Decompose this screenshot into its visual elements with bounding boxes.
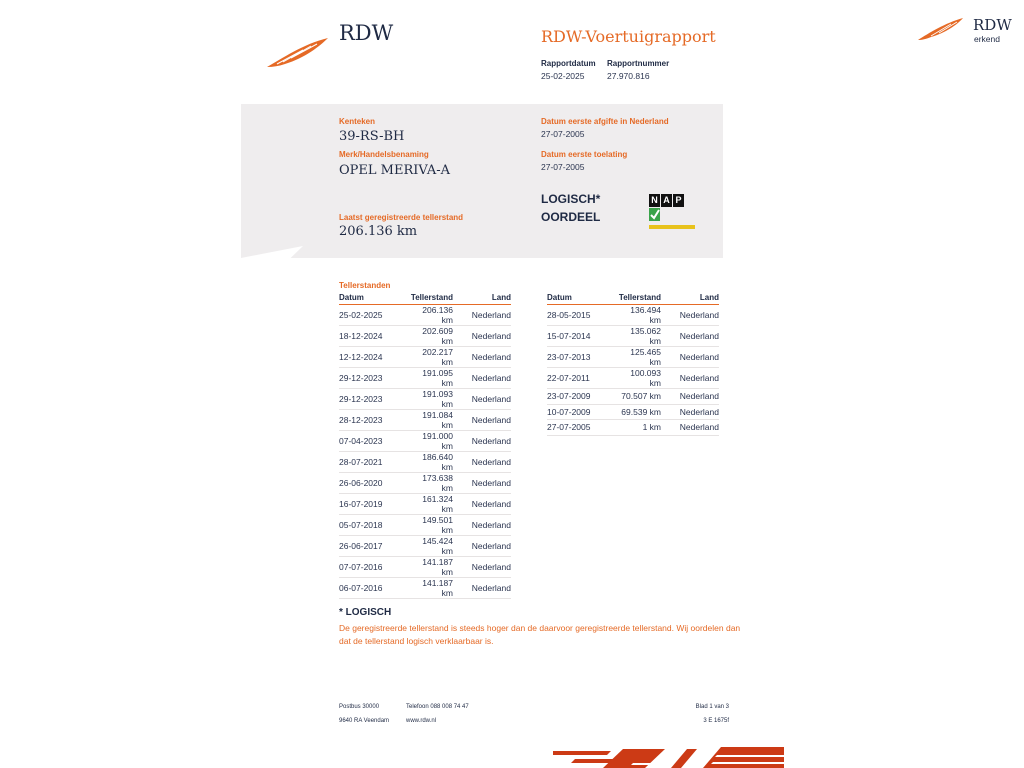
col-date: Datum bbox=[339, 293, 409, 305]
date-cell: 07-04-2023 bbox=[339, 431, 409, 452]
date-cell: 06-07-2016 bbox=[339, 578, 409, 599]
plate-value: 39-RS-BH bbox=[339, 129, 405, 144]
country-cell: Nederland bbox=[661, 347, 719, 368]
col-country: Land bbox=[453, 293, 511, 305]
table-row bbox=[339, 473, 511, 494]
table-row bbox=[339, 557, 511, 578]
readings-table-left bbox=[339, 293, 511, 599]
table-row bbox=[339, 389, 511, 410]
last-reading-label: Laatst geregistreerde tellerstand bbox=[339, 213, 464, 222]
footnote-text-2: dat de tellerstand logisch verklaarbaar is. bbox=[339, 636, 494, 646]
country-cell: Nederland bbox=[453, 536, 511, 557]
nap-logo bbox=[649, 190, 695, 206]
country-cell: Nederland bbox=[453, 494, 511, 515]
badge-sub: erkend bbox=[974, 34, 1000, 44]
date-cell: 05-07-2018 bbox=[339, 515, 409, 536]
country-cell: Nederland bbox=[661, 368, 719, 389]
date-cell: 25-02-2025 bbox=[339, 305, 409, 326]
table-row bbox=[547, 326, 719, 347]
footer-city: 9640 RA Veendam bbox=[339, 718, 390, 724]
report-date-label: Rapportdatum bbox=[541, 59, 596, 68]
footer-page: Blad 1 van 3 bbox=[695, 704, 729, 710]
footer-code: 3 E 1675f bbox=[703, 718, 729, 724]
reading-cell: 173.638 km bbox=[409, 473, 453, 494]
reading-cell: 69.539 km bbox=[617, 404, 661, 420]
table-row bbox=[547, 347, 719, 368]
country-cell: Nederland bbox=[661, 305, 719, 326]
reading-cell: 191.093 km bbox=[409, 389, 453, 410]
date-cell: 28-05-2015 bbox=[547, 305, 617, 326]
table-row bbox=[339, 347, 511, 368]
make-value: OPEL MERIVA-A bbox=[339, 163, 451, 178]
vehicle-summary-panel bbox=[241, 104, 723, 258]
table-row bbox=[547, 305, 719, 326]
reading-cell: 100.093 km bbox=[617, 368, 661, 389]
reading-cell: 206.136 km bbox=[409, 305, 453, 326]
country-cell: Nederland bbox=[453, 515, 511, 536]
footer-website[interactable]: www.rdw.nl bbox=[406, 718, 437, 724]
reading-cell: 125.465 km bbox=[617, 347, 661, 368]
country-cell: Nederland bbox=[453, 368, 511, 389]
date-cell: 23-07-2009 bbox=[547, 389, 617, 405]
table-row bbox=[339, 578, 511, 599]
date-cell: 29-12-2023 bbox=[339, 368, 409, 389]
country-cell: Nederland bbox=[453, 452, 511, 473]
last-reading-value: 206.136 km bbox=[339, 224, 418, 239]
table-row bbox=[339, 410, 511, 431]
verdict-line1: LOGISCH* bbox=[541, 192, 601, 206]
date-cell: 29-12-2023 bbox=[339, 389, 409, 410]
country-cell: Nederland bbox=[453, 305, 511, 326]
col-date: Datum bbox=[547, 293, 617, 305]
country-cell: Nederland bbox=[453, 578, 511, 599]
readings-table-right bbox=[547, 293, 719, 436]
date-cell: 27-07-2005 bbox=[547, 420, 617, 436]
table-row bbox=[547, 368, 719, 389]
col-reading: Tellerstand bbox=[617, 293, 661, 305]
reading-cell: 191.095 km bbox=[409, 368, 453, 389]
reading-cell: 191.000 km bbox=[409, 431, 453, 452]
nap-letter-n: N bbox=[649, 194, 660, 207]
report-number: 27.970.816 bbox=[607, 71, 650, 81]
verdict-line2: OORDEEL bbox=[541, 210, 601, 224]
table-row bbox=[339, 305, 511, 326]
table-row bbox=[339, 536, 511, 557]
badge-brand: RDW bbox=[973, 16, 1012, 34]
first-issue-value: 27-07-2005 bbox=[541, 129, 585, 139]
country-cell: Nederland bbox=[661, 389, 719, 405]
date-cell: 12-12-2024 bbox=[339, 347, 409, 368]
date-cell: 28-12-2023 bbox=[339, 410, 409, 431]
date-cell: 15-07-2014 bbox=[547, 326, 617, 347]
date-cell: 26-06-2020 bbox=[339, 473, 409, 494]
reading-cell: 149.501 km bbox=[409, 515, 453, 536]
nap-letter-p: P bbox=[673, 194, 684, 207]
country-cell: Nederland bbox=[453, 473, 511, 494]
first-admission-value: 27-07-2005 bbox=[541, 162, 585, 172]
table-row bbox=[339, 431, 511, 452]
footer-phone: Telefoon 088 008 74 47 bbox=[406, 704, 469, 710]
date-cell: 26-06-2017 bbox=[339, 536, 409, 557]
reading-cell: 1 km bbox=[617, 420, 661, 436]
rdw-logo-icon bbox=[265, 36, 331, 70]
table-row bbox=[547, 389, 719, 405]
reading-cell: 135.062 km bbox=[617, 326, 661, 347]
decorative-stripes bbox=[553, 745, 784, 768]
report-date: 25-02-2025 bbox=[541, 71, 585, 81]
table-row bbox=[547, 404, 719, 420]
rdw-erkend-logo-icon bbox=[917, 16, 965, 42]
table-row bbox=[339, 494, 511, 515]
table-row bbox=[339, 515, 511, 536]
footnote-title: * LOGISCH bbox=[339, 607, 392, 618]
reading-cell: 202.609 km bbox=[409, 326, 453, 347]
date-cell: 16-07-2019 bbox=[339, 494, 409, 515]
date-cell: 18-12-2024 bbox=[339, 326, 409, 347]
country-cell: Nederland bbox=[453, 431, 511, 452]
checkmark-icon bbox=[649, 208, 660, 221]
reading-cell: 186.640 km bbox=[409, 452, 453, 473]
date-cell: 10-07-2009 bbox=[547, 404, 617, 420]
nap-underline bbox=[649, 225, 695, 229]
country-cell: Nederland bbox=[453, 557, 511, 578]
col-reading: Tellerstand bbox=[409, 293, 453, 305]
nap-letter-a: A bbox=[661, 194, 672, 207]
plate-label: Kenteken bbox=[339, 117, 376, 126]
country-cell: Nederland bbox=[453, 389, 511, 410]
date-cell: 23-07-2013 bbox=[547, 347, 617, 368]
first-admission-label: Datum eerste toelating bbox=[541, 150, 628, 159]
country-cell: Nederland bbox=[661, 326, 719, 347]
reading-cell: 136.494 km bbox=[617, 305, 661, 326]
col-country: Land bbox=[661, 293, 719, 305]
reading-cell: 141.187 km bbox=[409, 578, 453, 599]
country-cell: Nederland bbox=[661, 420, 719, 436]
reading-cell: 141.187 km bbox=[409, 557, 453, 578]
make-label: Merk/Handelsbenaming bbox=[339, 150, 429, 159]
footnote-text-1: De geregistreerde tellerstand is steeds hoger dan de daarvoor geregistreerde tellerstand. Wij oordelen dan bbox=[339, 623, 741, 633]
date-cell: 22-07-2011 bbox=[547, 368, 617, 389]
readings-title: Tellerstanden bbox=[339, 281, 391, 290]
country-cell: Nederland bbox=[453, 326, 511, 347]
first-issue-label: Datum eerste afgifte in Nederland bbox=[541, 117, 669, 126]
date-cell: 28-07-2021 bbox=[339, 452, 409, 473]
reading-cell: 161.324 km bbox=[409, 494, 453, 515]
report-number-label: Rapportnummer bbox=[607, 59, 670, 68]
brand-name: RDW bbox=[339, 21, 394, 45]
table-row bbox=[339, 368, 511, 389]
table-row bbox=[339, 326, 511, 347]
country-cell: Nederland bbox=[453, 410, 511, 431]
reading-cell: 145.424 km bbox=[409, 536, 453, 557]
country-cell: Nederland bbox=[661, 404, 719, 420]
date-cell: 07-07-2016 bbox=[339, 557, 409, 578]
reading-cell: 202.217 km bbox=[409, 347, 453, 368]
footer-po-box: Postbus 30000 bbox=[339, 704, 380, 710]
table-row bbox=[339, 452, 511, 473]
table-row bbox=[547, 420, 719, 436]
country-cell: Nederland bbox=[453, 347, 511, 368]
report-title: RDW-Voertuigrapport bbox=[541, 27, 716, 46]
reading-cell: 70.507 km bbox=[617, 389, 661, 405]
reading-cell: 191.084 km bbox=[409, 410, 453, 431]
